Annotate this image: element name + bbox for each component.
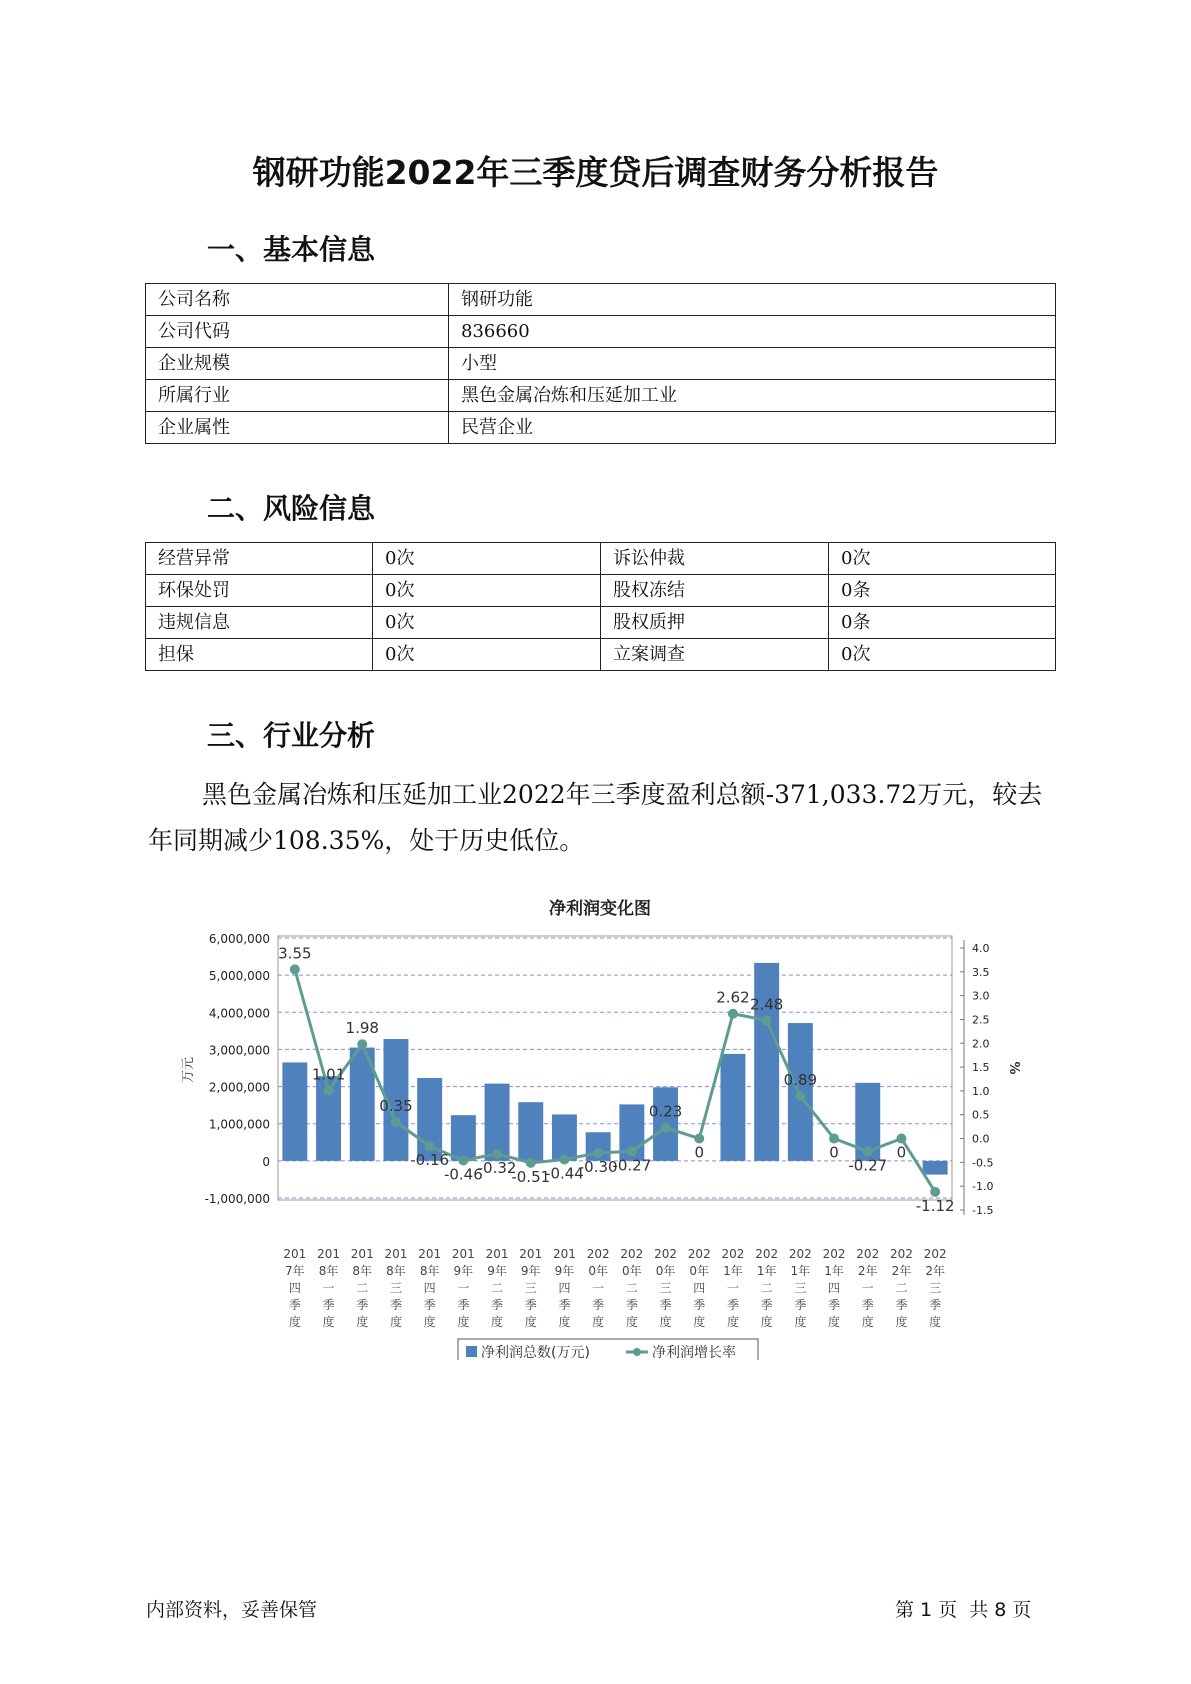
footer-page-number: 第 1 页 共 8 页 bbox=[895, 1599, 1032, 1621]
x-tick-label: 201 bbox=[350, 1247, 374, 1261]
basic-value: 小型 bbox=[449, 348, 1056, 380]
basic-label: 公司名称 bbox=[146, 284, 449, 316]
x-tick-label: 季 bbox=[592, 1298, 605, 1312]
data-label: -0.16 bbox=[410, 1151, 450, 1170]
x-tick-label: 度 bbox=[356, 1315, 369, 1329]
y2-tick-label: 0.5 bbox=[972, 1108, 990, 1122]
x-tick-label: 季 bbox=[625, 1298, 638, 1312]
y2-tick-label: 1.0 bbox=[972, 1084, 990, 1098]
y-tick-label: 1,000,000 bbox=[208, 1117, 270, 1132]
x-tick-label: 201 bbox=[552, 1247, 576, 1261]
x-tick-label: 季 bbox=[760, 1298, 773, 1312]
bar bbox=[552, 1114, 577, 1160]
x-tick-label: 202 bbox=[654, 1247, 678, 1261]
y-tick-label: 4,000,000 bbox=[208, 1006, 270, 1021]
growth-rate-point bbox=[391, 1117, 401, 1127]
x-tick-label: 一 bbox=[457, 1281, 470, 1295]
growth-rate-point bbox=[896, 1134, 906, 1144]
growth-rate-point bbox=[728, 1009, 738, 1019]
table-row bbox=[146, 607, 1056, 639]
basic-label: 所属行业 bbox=[146, 380, 449, 412]
x-tick-label: 9年 bbox=[520, 1264, 541, 1278]
data-label: -0.44 bbox=[545, 1164, 584, 1183]
y2-tick-label: 3.0 bbox=[972, 989, 990, 1003]
table-row bbox=[146, 575, 1056, 607]
x-tick-label: 季 bbox=[558, 1298, 571, 1312]
x-tick-label: 2年 bbox=[925, 1264, 945, 1278]
data-label: 2.48 bbox=[749, 995, 784, 1014]
x-tick-label: 度 bbox=[592, 1315, 605, 1329]
table-row bbox=[146, 380, 1056, 412]
section-basic-heading: 一、基本信息 bbox=[207, 233, 376, 266]
x-tick-label: 度 bbox=[861, 1315, 874, 1329]
data-label: 1.01 bbox=[311, 1065, 346, 1084]
x-tick-label: 季 bbox=[726, 1298, 739, 1312]
risk-label: 环保处罚 bbox=[146, 575, 373, 607]
net-profit-chart bbox=[0, 880, 1191, 1360]
growth-rate-point bbox=[425, 1141, 435, 1151]
x-tick-label: 202 bbox=[721, 1247, 745, 1261]
y2-tick-label: 2.5 bbox=[972, 1013, 990, 1027]
x-tick-label: 201 bbox=[283, 1247, 307, 1261]
x-tick-label: 7年 bbox=[285, 1264, 305, 1278]
x-tick-label: 二 bbox=[356, 1281, 369, 1295]
risk-label: 违规信息 bbox=[146, 607, 373, 639]
x-tick-label: 度 bbox=[288, 1315, 301, 1329]
table-row bbox=[146, 316, 1056, 348]
bar bbox=[451, 1115, 476, 1161]
x-tick-label: 8年 bbox=[419, 1264, 440, 1278]
data-label: 1.98 bbox=[345, 1019, 379, 1038]
bar bbox=[518, 1102, 543, 1161]
x-tick-label: 度 bbox=[929, 1315, 942, 1329]
x-tick-label: 三 bbox=[929, 1281, 942, 1295]
data-label: 0 bbox=[829, 1143, 839, 1162]
risk-info-table bbox=[145, 542, 1056, 671]
y-tick-label: 6,000,000 bbox=[208, 932, 270, 946]
x-tick-label: 9年 bbox=[487, 1264, 507, 1278]
chart-title: 净利润变化图 bbox=[549, 899, 651, 919]
legend-line-marker bbox=[633, 1348, 641, 1356]
x-tick-label: 一 bbox=[322, 1281, 335, 1295]
x-tick-label: 201 bbox=[485, 1247, 509, 1261]
y2-tick-label: -1.5 bbox=[972, 1204, 994, 1217]
y2-tick-label: 4.0 bbox=[972, 942, 990, 955]
x-tick-label: 度 bbox=[726, 1315, 739, 1329]
x-tick-label: 三 bbox=[659, 1281, 672, 1295]
x-tick-label: 202 bbox=[923, 1247, 947, 1261]
section-risk-heading: 二、风险信息 bbox=[207, 492, 376, 525]
table-row bbox=[146, 639, 1056, 671]
x-tick-label: 一 bbox=[726, 1281, 739, 1295]
risk-value: 0次 bbox=[829, 543, 1056, 575]
risk-label: 股权冻结 bbox=[601, 575, 829, 607]
x-tick-label: 三 bbox=[389, 1281, 402, 1295]
x-tick-label: 度 bbox=[457, 1315, 470, 1329]
x-tick-label: 202 bbox=[586, 1247, 610, 1261]
y-tick-label: 2,000,000 bbox=[208, 1080, 270, 1095]
y2-tick-label: 3.5 bbox=[972, 965, 990, 979]
risk-label: 立案调查 bbox=[601, 639, 829, 671]
x-tick-label: 8年 bbox=[352, 1264, 373, 1278]
x-tick-label: 季 bbox=[389, 1298, 402, 1312]
bar bbox=[754, 963, 779, 1161]
x-tick-label: 201 bbox=[317, 1247, 341, 1261]
x-tick-label: 0年 bbox=[689, 1264, 710, 1278]
risk-value: 0次 bbox=[373, 639, 601, 671]
risk-value: 0条 bbox=[829, 607, 1056, 639]
x-tick-label: 1年 bbox=[824, 1264, 844, 1278]
x-tick-label: 度 bbox=[895, 1315, 908, 1329]
x-tick-label: 四 bbox=[828, 1281, 841, 1295]
x-tick-label: 季 bbox=[322, 1298, 335, 1312]
x-tick-label: 度 bbox=[423, 1315, 436, 1329]
x-tick-label: 9年 bbox=[453, 1264, 474, 1278]
data-label: -0.27 bbox=[848, 1156, 888, 1175]
data-label: -0.30 bbox=[578, 1157, 618, 1176]
data-label: -0.32 bbox=[477, 1158, 517, 1177]
report-title: 钢研功能2022年三季度贷后调查财务分析报告 bbox=[252, 153, 939, 192]
x-tick-label: 度 bbox=[524, 1315, 537, 1329]
data-label: 0 bbox=[896, 1143, 907, 1162]
x-tick-label: 季 bbox=[524, 1298, 537, 1312]
x-tick-label: 9年 bbox=[554, 1264, 575, 1278]
growth-rate-point bbox=[458, 1155, 468, 1165]
x-tick-label: 0年 bbox=[655, 1264, 676, 1278]
basic-info-table bbox=[145, 283, 1056, 444]
y-tick-label: -1,000,000 bbox=[204, 1192, 270, 1206]
risk-label: 经营异常 bbox=[146, 543, 373, 575]
growth-rate-point bbox=[526, 1158, 536, 1168]
y2-axis-label: % bbox=[1006, 1061, 1021, 1075]
growth-rate-point bbox=[661, 1123, 671, 1133]
section-industry-heading: 三、行业分析 bbox=[207, 719, 376, 752]
growth-rate-point bbox=[829, 1134, 839, 1144]
x-tick-label: 2年 bbox=[891, 1264, 912, 1278]
y-tick-label: 0 bbox=[262, 1154, 270, 1169]
x-tick-label: 度 bbox=[659, 1315, 672, 1329]
x-tick-label: 一 bbox=[592, 1281, 605, 1295]
x-tick-label: 2年 bbox=[857, 1264, 878, 1278]
x-tick-label: 度 bbox=[558, 1315, 571, 1329]
growth-rate-point bbox=[627, 1146, 637, 1156]
risk-label: 诉讼仲裁 bbox=[601, 543, 829, 575]
legend-line-label: 净利润增长率 bbox=[652, 1345, 736, 1360]
x-tick-label: 季 bbox=[491, 1298, 504, 1312]
growth-rate-point bbox=[290, 964, 300, 974]
x-tick-label: 8年 bbox=[386, 1264, 406, 1278]
basic-value: 钢研功能 bbox=[449, 284, 1056, 316]
footer-confidential: 内部资料，妥善保管 bbox=[146, 1599, 318, 1621]
basic-value: 836660 bbox=[449, 316, 1056, 348]
growth-rate-point bbox=[762, 1015, 772, 1025]
x-tick-label: 8年 bbox=[318, 1264, 339, 1278]
table-row bbox=[146, 543, 1056, 575]
growth-rate-point bbox=[492, 1149, 502, 1159]
growth-rate-point bbox=[795, 1091, 805, 1101]
growth-rate-point bbox=[930, 1187, 940, 1197]
x-tick-label: 202 bbox=[687, 1247, 711, 1261]
basic-value: 民营企业 bbox=[449, 412, 1056, 444]
growth-rate-point bbox=[694, 1134, 704, 1144]
bar bbox=[282, 1062, 307, 1160]
x-tick-label: 二 bbox=[491, 1281, 504, 1295]
bar bbox=[923, 1161, 948, 1175]
y-axis-label: 万元 bbox=[181, 1056, 196, 1084]
growth-rate-point bbox=[593, 1148, 603, 1158]
data-label: 3.55 bbox=[278, 944, 312, 963]
x-tick-label: 四 bbox=[288, 1281, 301, 1295]
risk-label: 担保 bbox=[146, 639, 373, 671]
x-tick-label: 度 bbox=[322, 1315, 335, 1329]
growth-rate-point bbox=[324, 1085, 334, 1095]
x-tick-label: 202 bbox=[822, 1247, 846, 1261]
x-tick-label: 度 bbox=[389, 1315, 402, 1329]
x-tick-label: 季 bbox=[356, 1298, 369, 1312]
y-tick-label: 5,000,000 bbox=[208, 969, 270, 984]
x-tick-label: 202 bbox=[755, 1247, 779, 1261]
x-tick-label: 201 bbox=[519, 1247, 543, 1261]
x-tick-label: 季 bbox=[288, 1298, 301, 1312]
risk-value: 0条 bbox=[829, 575, 1056, 607]
x-tick-label: 1年 bbox=[723, 1264, 743, 1278]
x-tick-label: 201 bbox=[451, 1247, 475, 1261]
x-tick-label: 度 bbox=[693, 1315, 706, 1329]
risk-value: 0次 bbox=[829, 639, 1056, 671]
table-row bbox=[146, 284, 1056, 316]
data-label: 0 bbox=[694, 1143, 705, 1162]
x-tick-label: 季 bbox=[423, 1298, 436, 1312]
basic-value: 黑色金属冶炼和压延加工业 bbox=[449, 380, 1056, 412]
x-tick-label: 三 bbox=[524, 1281, 537, 1295]
data-label: 0.23 bbox=[648, 1102, 683, 1121]
x-tick-label: 202 bbox=[889, 1247, 913, 1261]
x-tick-label: 季 bbox=[693, 1298, 706, 1312]
y2-tick-label: 1.5 bbox=[972, 1061, 990, 1075]
x-tick-label: 四 bbox=[693, 1281, 706, 1295]
data-label: -0.46 bbox=[443, 1165, 483, 1184]
basic-label: 企业属性 bbox=[146, 412, 449, 444]
x-tick-label: 季 bbox=[457, 1298, 470, 1312]
x-tick-label: 0年 bbox=[622, 1264, 642, 1278]
x-tick-label: 季 bbox=[895, 1298, 908, 1312]
legend-bar-label: 净利润总数(万元) bbox=[481, 1345, 590, 1360]
bar bbox=[720, 1054, 745, 1161]
x-tick-label: 度 bbox=[794, 1315, 807, 1329]
y2-tick-label: -1.0 bbox=[972, 1180, 994, 1194]
table-row bbox=[146, 348, 1056, 380]
x-tick-label: 季 bbox=[929, 1298, 942, 1312]
x-tick-label: 度 bbox=[828, 1315, 841, 1329]
y2-tick-label: 0.0 bbox=[972, 1132, 990, 1146]
x-tick-label: 202 bbox=[620, 1247, 644, 1261]
x-tick-label: 三 bbox=[794, 1281, 807, 1295]
risk-value: 0次 bbox=[373, 607, 601, 639]
x-tick-label: 度 bbox=[491, 1315, 504, 1329]
x-tick-label: 201 bbox=[418, 1247, 442, 1261]
legend-bar-swatch bbox=[466, 1346, 477, 1357]
data-label: -0.51 bbox=[511, 1167, 551, 1186]
risk-value: 0次 bbox=[373, 575, 601, 607]
y2-tick-label: -0.5 bbox=[972, 1156, 994, 1170]
growth-rate-point bbox=[357, 1039, 367, 1049]
basic-label: 企业规模 bbox=[146, 348, 449, 380]
x-tick-label: 四 bbox=[423, 1281, 436, 1295]
industry-paragraph: 黑色金属冶炼和压延加工业2022年三季度盈利总额-371,033.72万元，较去年同期减少108.35%，处于历史低位。 bbox=[148, 780, 1043, 855]
x-tick-label: 1年 bbox=[756, 1264, 777, 1278]
table-row bbox=[146, 412, 1056, 444]
growth-rate-point bbox=[559, 1155, 569, 1165]
y2-tick-label: 2.0 bbox=[972, 1037, 990, 1051]
x-tick-label: 度 bbox=[760, 1315, 773, 1329]
x-tick-label: 1年 bbox=[790, 1264, 811, 1278]
x-tick-label: 季 bbox=[861, 1298, 874, 1312]
x-tick-label: 一 bbox=[861, 1281, 874, 1295]
risk-label: 股权质押 bbox=[601, 607, 829, 639]
x-tick-label: 202 bbox=[788, 1247, 812, 1261]
x-tick-label: 季 bbox=[659, 1298, 672, 1312]
x-tick-label: 二 bbox=[895, 1281, 908, 1295]
data-label: 2.62 bbox=[716, 988, 750, 1007]
x-tick-label: 201 bbox=[384, 1247, 408, 1261]
x-tick-label: 四 bbox=[558, 1281, 571, 1295]
data-label: -1.12 bbox=[915, 1196, 955, 1215]
x-tick-label: 季 bbox=[828, 1298, 841, 1312]
x-tick-label: 202 bbox=[856, 1247, 880, 1261]
basic-label: 公司代码 bbox=[146, 316, 449, 348]
data-label: 0.89 bbox=[783, 1071, 818, 1090]
data-label: -0.27 bbox=[612, 1156, 652, 1175]
x-tick-label: 季 bbox=[794, 1298, 807, 1312]
x-tick-label: 度 bbox=[625, 1315, 638, 1329]
risk-value: 0次 bbox=[373, 543, 601, 575]
x-tick-label: 二 bbox=[625, 1281, 638, 1295]
data-label: 0.35 bbox=[379, 1096, 413, 1115]
x-tick-label: 0年 bbox=[588, 1264, 608, 1278]
growth-rate-point bbox=[863, 1146, 873, 1156]
x-tick-label: 二 bbox=[760, 1281, 773, 1295]
y-tick-label: 3,000,000 bbox=[208, 1043, 270, 1058]
